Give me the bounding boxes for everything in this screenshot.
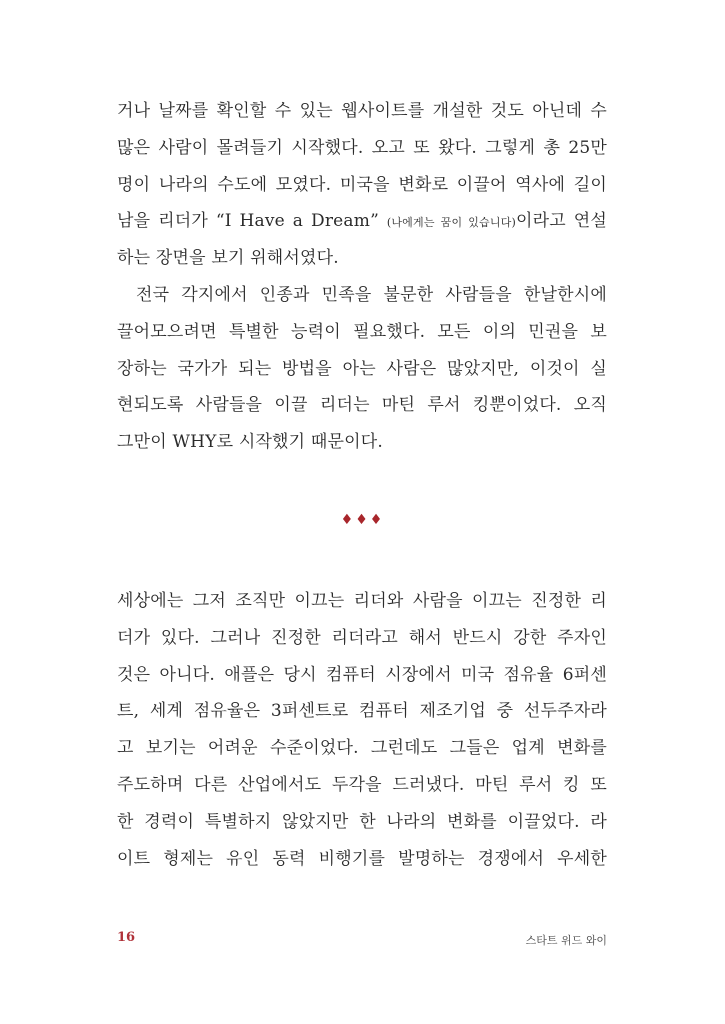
text-line: 것은 아니다. 애플은 당시 컴퓨터 시장에서 미국 점유율 6퍼센 (117, 664, 607, 685)
quote-translation: (나에게는 꿈이 있습니다) (386, 216, 517, 230)
text-line: 더가 있다. 그러나 진정한 리더라고 해서 반드시 강한 주자인 (117, 627, 607, 648)
section-divider-ornament: ♦♦♦ (340, 512, 385, 528)
text-line: 하는 장면을 보기 위해서였다. (117, 248, 339, 269)
text-line: 이트 형제는 유인 동력 비행기를 발명하는 경쟁에서 우세한 (117, 848, 607, 869)
text-line: 고 보기는 어려운 수준이었다. 그런데도 그들은 업계 변화를 (117, 738, 607, 759)
text-line: 많은 사람이 몰려들기 시작했다. 오고 또 왔다. 그렇게 총 25만 (117, 137, 607, 158)
running-title: 스타트 위드 와이 (525, 934, 607, 947)
text-line: 세상에는 그저 조직만 이끄는 리더와 사람을 이끄는 진정한 리 (117, 591, 607, 611)
text-line: 거나 날짜를 확인할 수 있는 웹사이트를 개설한 것도 아닌데 수 (117, 101, 607, 121)
text-line: 전국 각지에서 인종과 민족을 불문한 사람들을 한날한시에 (136, 284, 607, 305)
text-line: 트, 세계 점유율은 3퍼센트로 컴퓨터 제조기업 중 선두주자라 (117, 701, 607, 722)
text-line-with-quote (117, 203, 607, 240)
text-line: 그만이 WHY로 시작했기 때문이다. (117, 432, 383, 453)
body-text-bottom (117, 583, 607, 877)
text-line: 한 경력이 특별하지 않았지만 한 나라의 변화를 이끌었다. 라 (117, 811, 607, 832)
body-text-top (117, 93, 607, 461)
text-line: 장하는 국가가 되는 방법을 아는 사람은 많았지만, 이것이 실 (117, 358, 607, 379)
quote-lead: 남을 리더가 “I Have a Dream” (117, 211, 379, 232)
page-number: 16 (117, 930, 136, 945)
text-line: 끌어모으려면 특별한 능력이 필요했다. 모든 이의 민권을 보 (117, 321, 607, 342)
text-line: 주도하며 다른 산업에서도 두각을 드러냈다. 마틴 루서 킹 또 (117, 774, 607, 795)
text-line: 현되도록 사람들을 이끌 리더는 마틴 루서 킹뿐이었다. 오직 (117, 395, 607, 416)
quote-tail: 이라고 연설 (516, 211, 608, 232)
text-line: 명이 나라의 수도에 모였다. 미국을 변화로 이끌어 역사에 길이 (117, 174, 607, 195)
